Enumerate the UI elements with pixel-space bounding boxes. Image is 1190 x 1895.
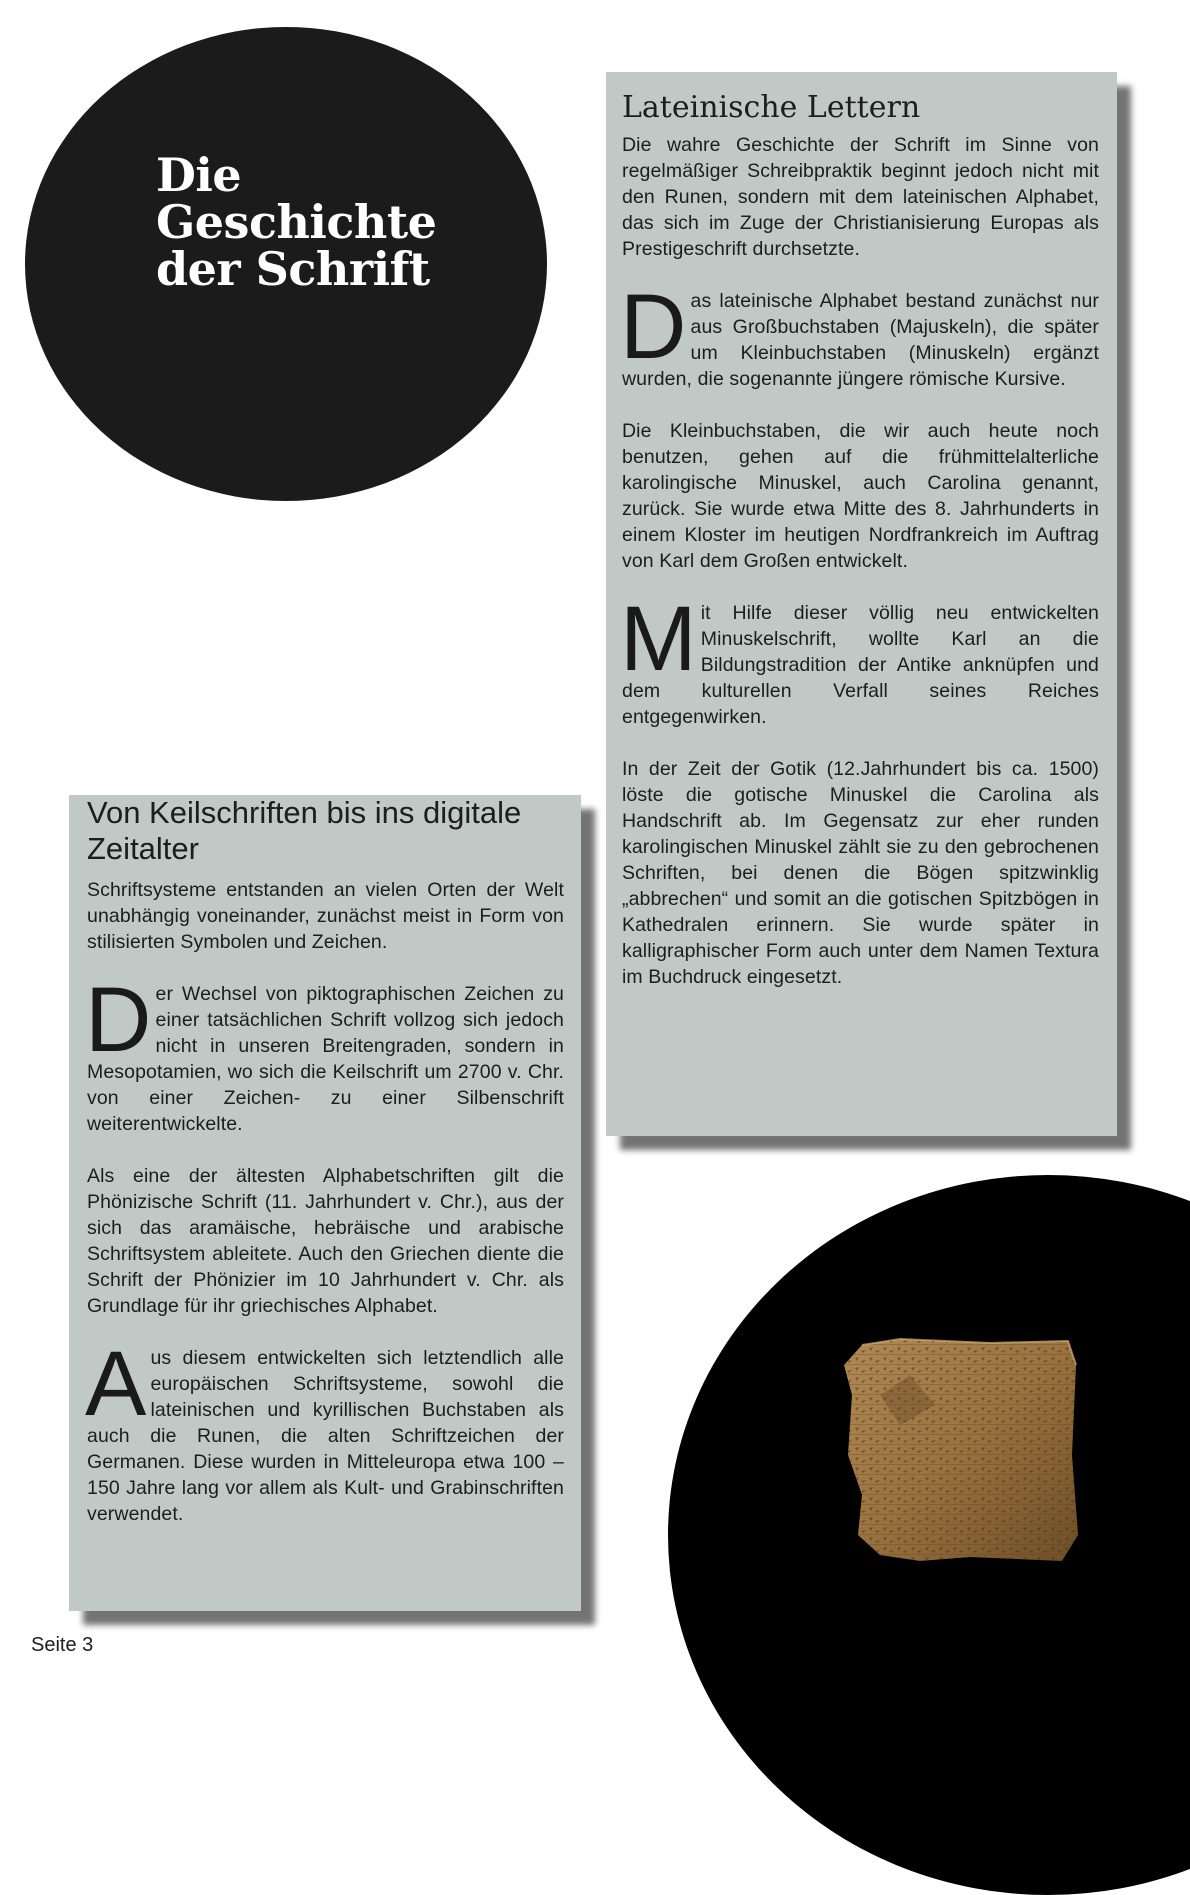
paragraph (87, 877, 564, 955)
panel-heading: Von Keilschriften bis ins digitale Zeitalter (87, 795, 522, 866)
panel-lateinische-lettern (606, 72, 1117, 1136)
paragraph (620, 588, 1099, 730)
drop-cap: D (620, 276, 687, 378)
paragraph-text: as lateinische Alphabet bestand zunächst nur aus Großbuchstaben (Majuskeln), die später um Kleinbuchstaben (Minuskeln) ergänzt wurden, die sogenannte jüngere römische Kursive. (622, 290, 1099, 390)
paragraph-text: Die wahre Geschichte der Schrift im Sinne von regelmäßiger Schreibpraktik beginnt jedoch nicht mit den Runen, sondern mit dem lateinischen Alphabet, das sich im Zuge der Christianisierung Europas als Prestigeschrift durchsetzte. (622, 134, 1099, 260)
paragraph (85, 1333, 564, 1527)
paragraph-text: us diesem entwickelten sich letztendlich alle europäischen Schriftsysteme, sowohl die lateinischen und kyrillischen Buchstaben als auch die Runen, die alten Schriftzeichen der Germanen. Diese wurden in Mitteleuropa etwa 100 – 150 Jahre lang vor allem als Kult- und Grabinschriften verwendet. (87, 1347, 564, 1525)
paragraph-text: Als eine der ältesten Alphabetschriften gilt die Phönizische Schrift (11. Jahrhundert v. Chr.), aus der sich das aramäische, hebräische und arabische Schriftsystem ableitete. Auch den Griechen diente die Schrift der Phönizier im 10 Jahrhundert v. Chr. als Grundlage für ihr griechisches Alphabet. (87, 1165, 564, 1317)
paragraph (622, 418, 1099, 574)
panel-heading: Lateinische Lettern (622, 90, 921, 125)
title-line-3: der Schrift (156, 242, 430, 296)
title-line-2: Geschichte (156, 195, 437, 249)
panel-keilschriften (69, 795, 581, 1611)
paragraph (87, 1163, 564, 1319)
paragraph-text: Schriftsysteme entstanden an vielen Orten der Welt unabhängig voneinander, zunächst meist in Form von stilisierten Symbolen und Zeichen. (87, 879, 564, 953)
paragraph (622, 132, 1099, 262)
paragraph (85, 969, 564, 1137)
drop-cap: A (85, 1333, 147, 1435)
paragraph (620, 276, 1099, 392)
paragraph-text: er Wechsel von piktographischen Zeichen zu einer tatsächlichen Schrift vollzog sich jedoch nicht in unseren Breitengraden, sondern in Mesopotamien, wo sich die Keilschrift um 2700 v. Chr. von einer Zeichen- zu einer Silbenschrift weiterentwickelte. (87, 983, 564, 1135)
drop-cap: D (85, 969, 152, 1071)
paragraph-text: In der Zeit der Gotik (12.Jahrhundert bis ca. 1500) löste die gotische Minuskel die Carolina als Handschrift ab. Im Gegensatz zur eher runden karolingischen Minuskel zählt sie zu den gebrochenen Schriften, bei denen die Bögen spitzwinklig „abbrechen“ und somit an die gotischen Spitzbögen in Kathedralen erinnern. Sie wurde später in kalligraphischer Form auch unter dem Namen Textura im Buchdruck eingesetzt. (622, 758, 1099, 988)
title-line-1: Die (156, 148, 242, 202)
page-number: Seite 3 (31, 1634, 94, 1656)
page-title (156, 148, 476, 296)
paragraph-text: it Hilfe dieser völlig neu entwickelten Minuskelschrift, wollte Karl an die Bildungstradition der Antike anknüpfen und dem kulturellen Verfall seines Reiches entgegenwirken. (622, 602, 1099, 728)
drop-cap: M (620, 588, 697, 690)
paragraph (622, 756, 1099, 990)
title-circle (25, 27, 547, 501)
paragraph-text: Die Kleinbuchstaben, die wir auch heute noch benutzen, gehen auf die frühmittelalterliche karolingische Minuskel, auch Carolina genannt, zurück. Sie wurde etwa Mitte des 8. Jahrhunderts in einem Kloster im heutigen Nordfrankreich im Auftrag von Karl dem Großen entwickelt. (622, 420, 1099, 572)
cuneiform-tablet-icon (840, 1335, 1085, 1565)
